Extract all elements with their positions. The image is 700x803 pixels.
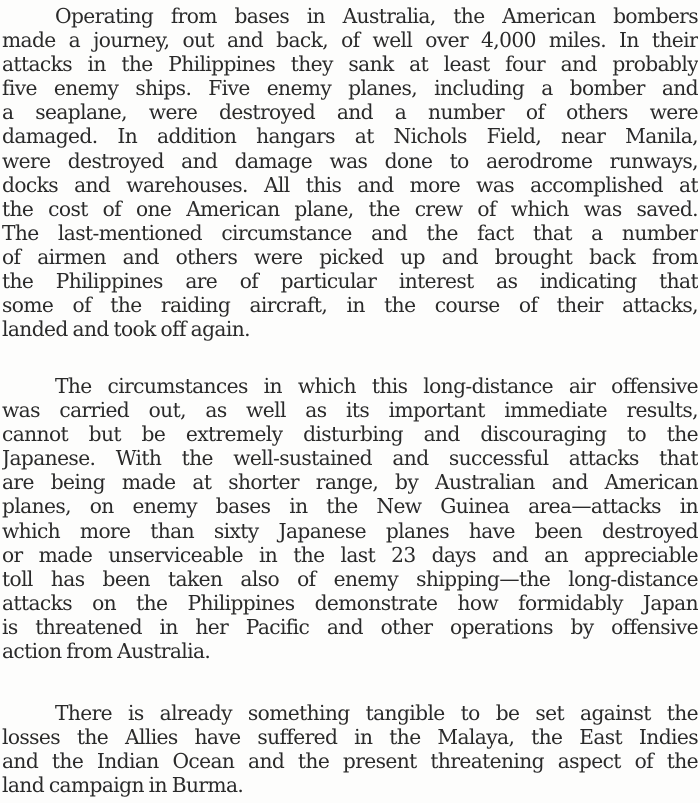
text-line: which more than sixty Japanese planes have been destroyed bbox=[2, 518, 698, 543]
text-line: some of the raiding aircraft, in the course of their attacks, bbox=[2, 293, 698, 318]
text-line: were destroyed and damage was done to aerodrome runways, bbox=[2, 148, 698, 173]
text-line: losses the Allies have suffered in the Malaya, the East Indies bbox=[2, 725, 698, 750]
text-line: Operating from bases in Australia, the American bombers bbox=[55, 4, 698, 28]
text-line: the cost of one American plane, the crew of which was saved. bbox=[2, 196, 698, 221]
text-line: or made unserviceable in the last 23 days and an appreciable bbox=[2, 542, 698, 567]
text-line: damaged. In addition hangars at Nichols Field, near Manila, bbox=[2, 124, 698, 149]
text-line: the Philippines are of particular interest as indicating that bbox=[2, 269, 698, 294]
text-line: attacks on the Philippines demonstrate how formidably Japan bbox=[2, 590, 698, 615]
paragraph-3 bbox=[2, 701, 698, 797]
text-line: made a journey, out and back, of well over 4,000 miles. In their bbox=[2, 28, 698, 53]
text-line: The circumstances in which this long-distance air offensive bbox=[55, 374, 698, 398]
text-line: The last-mentioned circumstance and the fact that a number bbox=[2, 220, 698, 245]
text-line: cannot but be extremely disturbing and discouraging to the bbox=[2, 422, 698, 447]
text-line: are being made at shorter range, by Australian and American bbox=[2, 470, 698, 495]
text-line: docks and warehouses. All this and more was accomplished at bbox=[2, 172, 698, 197]
text-line: There is already something tangible to be set against the bbox=[55, 701, 698, 725]
paragraph-1 bbox=[2, 4, 698, 341]
text-line: of airmen and others were picked up and brought back from bbox=[2, 244, 698, 269]
text-line: toll has been taken also of enemy shipping—the long-distance bbox=[2, 566, 698, 591]
text-line: action from Australia. bbox=[2, 639, 211, 664]
text-line: and the Indian Ocean and the present threatening aspect of the bbox=[2, 749, 698, 774]
text-line: planes, on enemy bases in the New Guinea area—attacks in bbox=[2, 494, 698, 519]
text-line: Japanese. With the well-sustained and successful attacks that bbox=[2, 446, 698, 471]
text-line: was carried out, as well as its important immediate results, bbox=[2, 398, 698, 423]
text-line: landed and took off again. bbox=[2, 317, 250, 342]
text-line: attacks in the Philippines they sank at least four and probably bbox=[2, 52, 698, 77]
paragraph-2 bbox=[2, 374, 698, 663]
text-line: five enemy ships. Five enemy planes, including a bomber and bbox=[2, 76, 698, 101]
text-line: is threatened in her Pacific and other operations by offensive bbox=[2, 614, 698, 639]
text-line: a seaplane, were destroyed and a number of others were bbox=[2, 100, 698, 125]
text-line: land campaign in Burma. bbox=[2, 773, 244, 798]
